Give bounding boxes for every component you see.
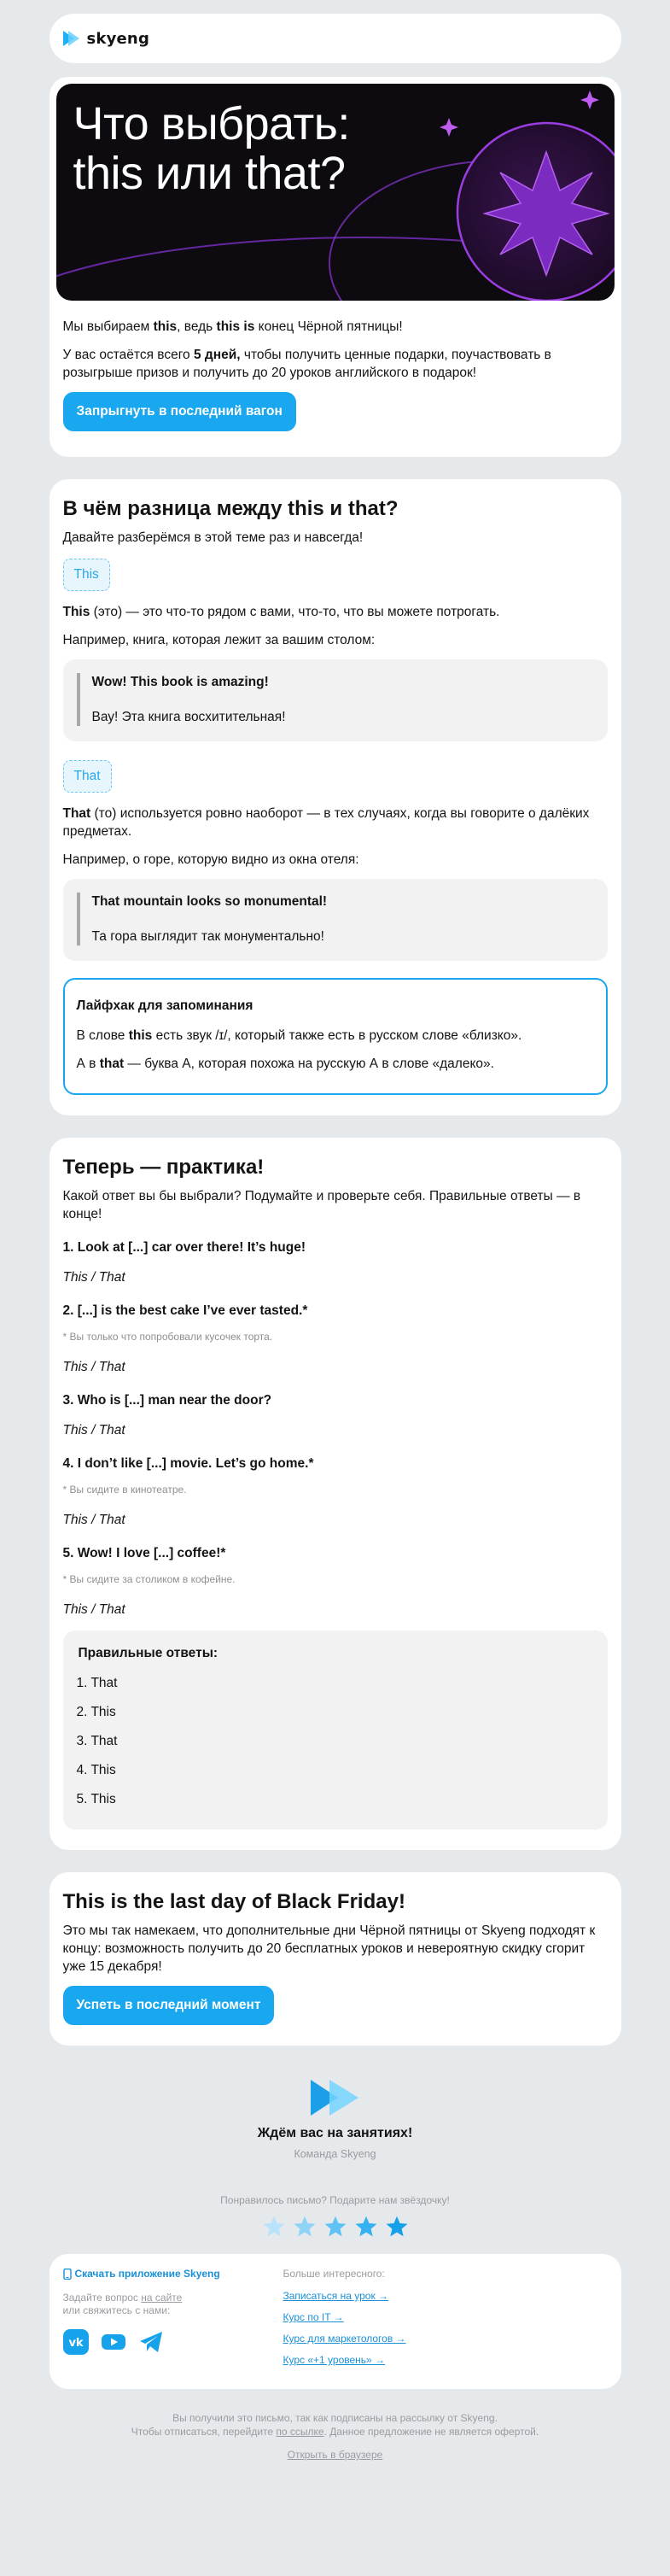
logo[interactable]: [63, 30, 150, 48]
bf-title: This is the last day of Black Friday!: [62, 1890, 405, 1913]
text: У вас остаётся всего: [62, 348, 194, 362]
text: this: [153, 319, 178, 334]
marketing-course-link[interactable]: Курс для маркетологов →: [283, 2333, 406, 2345]
that-definition: [63, 805, 608, 840]
that-tag: That: [63, 760, 112, 793]
answers-box: [63, 1630, 608, 1830]
unsubscribe-link[interactable]: по ссылке: [276, 2426, 324, 2438]
question-options: This / That: [62, 1360, 125, 1374]
telegram-icon[interactable]: [138, 2329, 164, 2355]
bf-text: Это мы так намекаем, что дополнительные дни Чёрной пятницы от Skyeng подходят к концу: возможность получить до 20 бесплатных уроков и невероятную скидку сгорит уже 15 декабря!: [62, 1923, 596, 1974]
contact-column: [63, 2268, 283, 2375]
text: В слове: [76, 1028, 129, 1043]
text: This: [62, 605, 90, 619]
rate-prompt: Понравилось письмо? Подарите нам звёздочку!: [220, 2194, 450, 2206]
rating-stars: [0, 2215, 670, 2239]
that-quote-en: That mountain looks so monumental!: [91, 894, 328, 909]
hero-banner: [56, 84, 615, 301]
svg-text:vk: vk: [67, 2337, 84, 2350]
that-example-intro: Например, о горе, которую видно из окна отеля:: [62, 852, 359, 867]
question-options: This / That: [62, 1423, 125, 1437]
black-friday-card: [50, 1872, 621, 2046]
answers-title: Правильные ответы:: [78, 1646, 218, 1660]
star-icon[interactable]: [293, 2215, 317, 2239]
download-app-link[interactable]: [63, 2268, 283, 2280]
question-options: This / That: [62, 1602, 125, 1617]
question-text: 3. Who is [...] man near the door?: [62, 1393, 272, 1408]
header: [50, 14, 621, 63]
answer-item: 1. That: [76, 1676, 118, 1690]
footer-top: [0, 2068, 670, 2239]
team-signature: Команда Skyeng: [294, 2148, 376, 2160]
brand-name: skyeng: [86, 29, 150, 48]
text: чтобы получить ценные подарки, поучаствовать в розыгрыше призов и получить до 20 уроков английского в подарок!: [62, 348, 551, 380]
hero-paragraph-2: [63, 346, 608, 382]
see-you-text: Ждём вас на занятиях!: [257, 2126, 413, 2140]
text: (то) используется ровно наоборот — в тех случаях, когда вы говорите о далёких предметах.: [62, 806, 590, 839]
play-icon: [63, 31, 82, 46]
hero-title-line1: Что выбрать:: [73, 98, 350, 149]
that-quote: [63, 879, 608, 961]
lesson-intro: Давайте разберёмся в этой теме раз и навсегда!: [62, 530, 364, 545]
practice-card: [50, 1138, 621, 1850]
vk-icon[interactable]: [63, 2329, 89, 2355]
text: — буква А, которая похожа на русскую А в слове «далеко».: [124, 1057, 494, 1071]
hero-title-line2: this или that?: [73, 148, 346, 199]
subscription-notice: Вы получили это письмо, так как подписаны на рассылку от Skyeng.: [172, 2412, 498, 2424]
links-card: [50, 2254, 621, 2389]
text: конец Чёрной пятницы!: [254, 319, 403, 334]
text: (это) — это что-то рядом с вами, что-то, что вы можете потрогать.: [90, 605, 500, 619]
question-1: [63, 1238, 608, 1286]
text: Мы выбираем: [62, 319, 154, 334]
last-moment-button[interactable]: Успеть в последний момент: [63, 1986, 275, 2025]
question-hint: * Вы сидите в кинотеатре.: [62, 1484, 187, 1496]
text: , ведь: [177, 319, 217, 334]
text: есть звук /ɪ/, который также есть в русском слове «близко».: [152, 1028, 522, 1043]
text: Чтобы отписаться, перейдите: [131, 2426, 277, 2438]
site-link[interactable]: на сайте: [141, 2292, 183, 2304]
skyeng-play-icon: [309, 2080, 362, 2116]
question-hint: * Вы только что попробовали кусочек торта.: [62, 1331, 273, 1343]
hero-title: [73, 99, 350, 198]
question-text: 2. [...] is the best cake I’ve ever tasted.*: [62, 1303, 308, 1318]
more-column: [283, 2268, 608, 2375]
unsubscribe-line: [0, 2425, 670, 2438]
legal-text: [0, 2411, 670, 2438]
text: А в: [76, 1057, 100, 1071]
contact-text: [63, 2292, 283, 2317]
hero-card: [50, 77, 621, 457]
plus-level-course-link[interactable]: Курс «+1 уровень» →: [283, 2354, 386, 2366]
it-course-link[interactable]: Курс по IT →: [283, 2311, 344, 2323]
this-quote-ru: Вау! Эта книга восхитительная!: [91, 710, 286, 724]
text: that: [99, 1057, 125, 1071]
more-title: Больше интересного:: [283, 2268, 385, 2280]
question-text: 5. Wow! I love [...] coffee!*: [62, 1546, 226, 1560]
this-quote-en: Wow! This book is amazing!: [91, 675, 269, 689]
last-wagon-button[interactable]: Запрыгнуть в последний вагон: [63, 392, 296, 431]
answer-item: 5. This: [76, 1792, 116, 1806]
lesson-title: В чём разница между this и that?: [62, 497, 399, 520]
phone-icon: [63, 2269, 72, 2280]
question-options: This / That: [62, 1513, 125, 1527]
star-icon[interactable]: [354, 2215, 378, 2239]
tip-box: [63, 978, 608, 1095]
text: That: [62, 806, 91, 821]
text: 5 дней,: [193, 348, 241, 362]
youtube-icon[interactable]: [101, 2329, 126, 2355]
question-hint: * Вы сидите за столиком в кофейне.: [62, 1573, 236, 1585]
practice-title: Теперь — практика!: [62, 1156, 265, 1179]
tip-paragraph-2: [77, 1055, 594, 1073]
answers-list: [77, 1674, 594, 1808]
text: this: [128, 1028, 153, 1043]
question-5: [63, 1544, 608, 1619]
star-icon[interactable]: [385, 2215, 409, 2239]
text: Задайте вопрос: [62, 2292, 142, 2304]
question-options: This / That: [62, 1270, 125, 1285]
tip-title: Лайфхак для запоминания: [76, 998, 253, 1013]
answer-item: 3. That: [76, 1734, 118, 1748]
lesson-card: [50, 479, 621, 1115]
practice-intro: Какой ответ вы бы выбрали? Подумайте и проверьте себя. Правильные ответы — в конце!: [62, 1189, 581, 1221]
tip-paragraph-1: [77, 1027, 594, 1045]
star-icon[interactable]: [262, 2215, 286, 2239]
question-text: 1. Look at [...] car over there! It’s huge!: [62, 1240, 306, 1255]
question-3: [63, 1391, 608, 1439]
hero-paragraph-1: [63, 318, 608, 336]
question-2: [63, 1302, 608, 1376]
book-lesson-link[interactable]: Записаться на урок →: [283, 2290, 389, 2302]
this-definition: [63, 603, 608, 621]
star-icon[interactable]: [323, 2215, 347, 2239]
text: . Данное предложение не является офертой.: [323, 2426, 539, 2438]
this-example-intro: Например, книга, которая лежит за вашим столом:: [62, 633, 376, 647]
question-4: [63, 1455, 608, 1529]
hero-body: [50, 301, 621, 457]
text: this is: [216, 319, 255, 334]
that-quote-ru: Та гора выглядит так монументально!: [91, 929, 324, 944]
social-links: [63, 2329, 283, 2355]
answer-item: 4. This: [76, 1763, 116, 1777]
question-text: 4. I don’t like [...] movie. Let’s go home.*: [62, 1456, 314, 1471]
text: или свяжитесь с нами:: [62, 2304, 171, 2316]
answer-item: 2. This: [76, 1705, 116, 1719]
this-tag: This: [63, 559, 110, 591]
this-quote: [63, 659, 608, 741]
open-in-browser-link[interactable]: Открыть в браузере: [287, 2449, 383, 2461]
download-app-label: Скачать приложение Skyeng: [74, 2268, 220, 2280]
